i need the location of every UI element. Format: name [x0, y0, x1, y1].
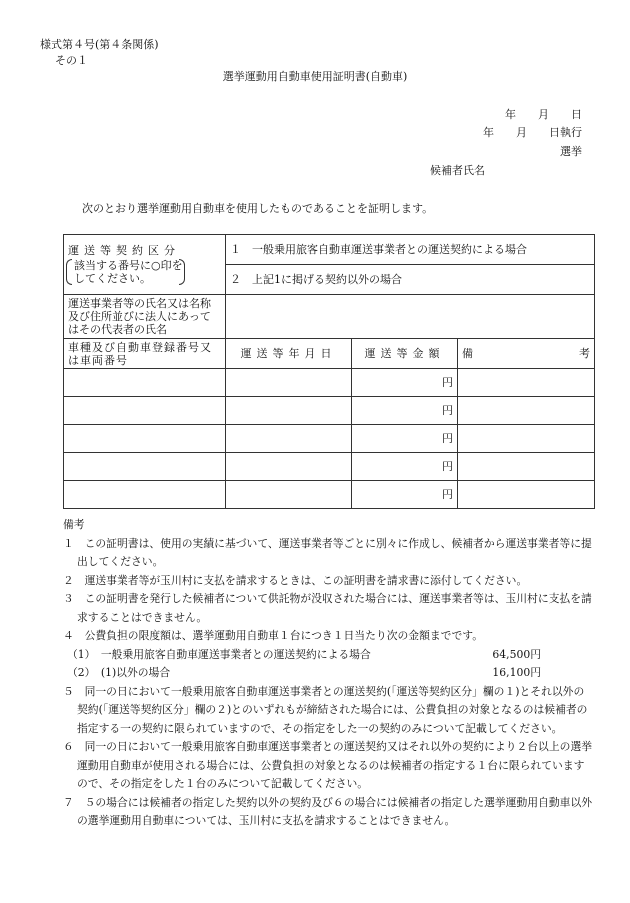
table-row: [64, 397, 595, 425]
date-cell[interactable]: [226, 481, 352, 509]
vehicle-cell[interactable]: [64, 453, 226, 481]
operator-input[interactable]: [226, 295, 595, 339]
table-row: [64, 453, 595, 481]
note-item-4: ４ 公費負担の限度額は、選挙運動用自動車１台につき１日当たり次の金額までです。: [63, 629, 483, 642]
note-item-1: １ この証明書は、使用の実績に基づいて、運送事業者等ごとに別々に作成し、候補者から運送事業者等に提出してください。: [63, 536, 592, 568]
date-cell[interactable]: [226, 397, 352, 425]
amount-cell[interactable]: 円: [352, 425, 458, 453]
usage-table: [63, 234, 595, 509]
col-vehicle-header: 車種及び自動車登録番号又は車両番号: [64, 339, 226, 369]
remarks-char-2: 考: [579, 347, 590, 360]
form-number: 様式第４号(第４条関係): [40, 38, 159, 51]
vehicle-cell[interactable]: [64, 369, 226, 397]
election-date-line: 年 月 日執行: [483, 126, 582, 139]
amount-cell[interactable]: 円: [352, 397, 458, 425]
contract-type-note: 該当する番号に○印を してください。: [68, 259, 183, 285]
col-date-header: 運送等年月日: [226, 339, 352, 369]
note-sub-1: [63, 646, 595, 665]
col-amount-header: 運送等金額: [352, 339, 458, 369]
contract-option-1[interactable]: [226, 235, 595, 265]
vehicle-cell[interactable]: [64, 397, 226, 425]
sub-1-label: （1） 一般乗用旅客自動車運送事業者との運送契約による場合: [67, 647, 371, 661]
note-item-7: ７ ５の場合には候補者の指定した契約以外の契約及び６の場合には候補者の指定した選挙運動用自動車以外の選挙運動用自動車については、玉川村に支払を請求することはできません。: [63, 795, 593, 827]
notes-heading: 備考: [63, 518, 85, 531]
option-1-text: １ 一般乗用旅客自動車運送事業者との運送契約による場合: [230, 243, 527, 256]
vehicle-cell[interactable]: [64, 481, 226, 509]
contract-type-cell: [64, 235, 226, 295]
notes-section: [63, 516, 595, 831]
remarks-cell[interactable]: [458, 369, 595, 397]
contract-option-2[interactable]: [226, 265, 595, 295]
col-remarks-header: [458, 339, 595, 369]
remarks-char-1: 備: [462, 347, 473, 360]
form-part: その１: [55, 54, 88, 67]
remarks-cell[interactable]: [458, 453, 595, 481]
intro-text: 次のとおり選挙運動用自動車を使用したものであることを証明します。: [82, 202, 434, 215]
date-cell[interactable]: [226, 425, 352, 453]
date-line: 年 月 日: [505, 108, 582, 121]
note-item-3: ３ この証明書を発行した候補者について供託物が没収された場合には、運送事業者等は、玉川村に支払を請求することはできません。: [63, 592, 592, 624]
table-row: [64, 425, 595, 453]
sub-2-amount: 16,100円: [492, 666, 541, 679]
remarks-cell[interactable]: [458, 481, 595, 509]
page-title: 選挙運動用自動車使用証明書(自動車): [222, 70, 408, 83]
remarks-cell[interactable]: [458, 397, 595, 425]
vehicle-cell[interactable]: [64, 425, 226, 453]
candidate-name-label: 候補者氏名: [430, 164, 485, 177]
contract-type-label: 運送等契約区分: [68, 244, 180, 257]
remarks-cell[interactable]: [458, 425, 595, 453]
option-2-text: ２ 上記1に掲げる契約以外の場合: [230, 273, 402, 286]
amount-cell[interactable]: 円: [352, 453, 458, 481]
amount-cell[interactable]: 円: [352, 481, 458, 509]
date-cell[interactable]: [226, 369, 352, 397]
sub-2-label: （2） (1)以外の場合: [67, 666, 171, 679]
note-sub-2: [63, 664, 595, 683]
operator-label: 運送事業者等の氏名又は名称及び住所並びに法人にあってはその代表者の氏名: [64, 295, 226, 339]
table-row: [64, 369, 595, 397]
note-item-2: ２ 運送事業者等が玉川村に支払を請求するときは、この証明書を請求書に添付してください。: [63, 573, 528, 587]
amount-cell[interactable]: 円: [352, 369, 458, 397]
election-label: 選挙: [560, 145, 582, 158]
note-item-5: ５ 同一の日において一般乗用旅客自動車運送事業者との運送契約(「運送等契約区分」欄の１)とそれ以外の契約(「運送等契約区分」欄の２)とのいずれもが締結された場合には、公費負担の対象となるのは候補者の指定する一の契約に限られていますので、その指定をした一の契約のみについて記載してください。: [63, 684, 588, 735]
sub-1-amount: 64,500円: [492, 647, 541, 661]
note-item-6: ６ 同一の日において一般乗用旅客自動車運送事業者との運送契約又はそれ以外の契約により２台以上の選挙運動用自動車が使用される場合には、公費負担の対象となるのは候補者の指定する１台に限られていますので、その指定をした１台のみについて記載してください。: [63, 740, 593, 790]
date-cell[interactable]: [226, 453, 352, 481]
table-row: [64, 481, 595, 509]
